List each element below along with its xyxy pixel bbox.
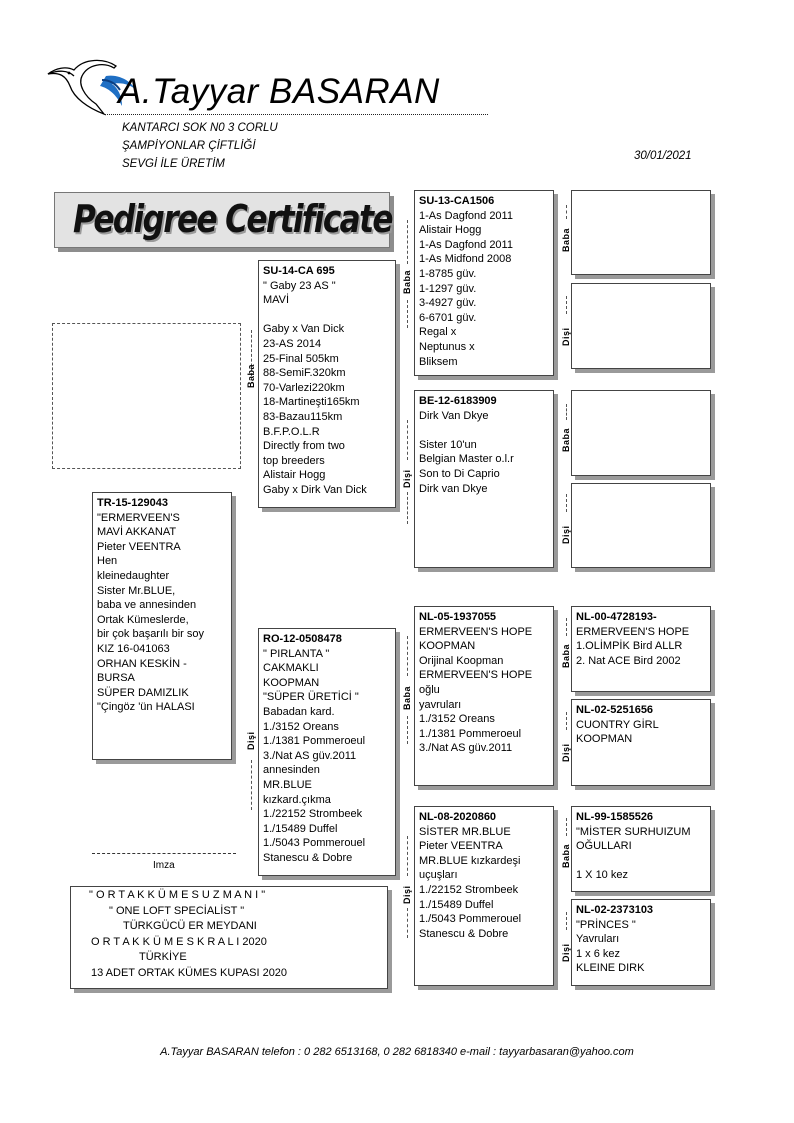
detail-line: 1./22152 Strombeek: [263, 808, 363, 821]
connector-line: [566, 912, 567, 930]
detail-line: 83-Bazau115km: [263, 410, 343, 423]
detail-line: ERMERVEEN'S HOPE: [419, 669, 533, 682]
detail-line: Yavruları: [576, 933, 620, 946]
detail-line: CAKMAKLI: [263, 662, 319, 675]
detail-line: 1-As Dagfond 2011: [419, 209, 513, 222]
detail-line: Belgian Master o.l.r: [419, 453, 514, 466]
detail-line: [576, 854, 706, 869]
dam-ring-id: RO-12-0508478: [263, 633, 342, 645]
detail-line: 6-6701 güv.: [419, 311, 477, 324]
detail-line: annesinden: [263, 764, 320, 777]
detail-line: 2. Nat ACE Bird 2002: [576, 654, 681, 667]
dam-sire-details: [419, 625, 549, 756]
detail-line: 18-Martineşti165km: [263, 396, 360, 409]
detail-line: Pieter VEENTRA: [97, 540, 181, 553]
detail-line: 3./Nat AS güv.2011: [419, 742, 513, 755]
detail-line: BURSA: [97, 672, 135, 685]
connector-line: [566, 494, 567, 512]
certificate-date: 30/01/2021: [634, 150, 692, 162]
detail-line: Regal x: [419, 326, 457, 339]
gen4-dd-dam-details: [576, 918, 706, 976]
sire-sire-details: [419, 209, 549, 370]
certificate-title: Pedigree Certificate: [73, 197, 392, 241]
detail-line: yavruları: [419, 698, 462, 711]
achievement-line: " ONE LOFT SPECİALİST ": [109, 904, 245, 917]
detail-line: "Çingöz 'ün HALASI: [97, 701, 195, 714]
detail-line: " Gaby 23 AS ": [263, 279, 336, 292]
detail-line: 1./1381 Pommeroeul: [419, 727, 522, 740]
detail-line: [263, 308, 391, 323]
sire-dam-details: [419, 409, 549, 497]
gen4-sd-dam-box: [571, 483, 711, 568]
detail-line: 1-As Midfond 2008: [419, 253, 512, 266]
connector-line: [566, 818, 567, 836]
detail-line: ORHAN KESKİN -: [97, 657, 187, 670]
sire-box: [258, 260, 396, 508]
detail-line: KOOPMAN: [576, 733, 633, 746]
detail-line: Pieter VEENTRA: [419, 840, 503, 853]
detail-line: 1./22152 Strombeek: [419, 883, 519, 896]
connector-line: [407, 492, 408, 524]
sire-ring-id: SU-14-CA 695: [263, 265, 335, 277]
detail-line: "ERMERVEEN'S: [97, 511, 180, 524]
label-dam: Dişi: [561, 943, 571, 962]
connector-line: [407, 220, 408, 264]
label-dam: Dişi: [561, 525, 571, 544]
detail-line: kızkard.çıkma: [263, 793, 331, 806]
gen4-ds-sire-id: NL-00-4728193-: [576, 611, 657, 623]
connector-line: [566, 618, 567, 636]
gen4-ds-dam-box: [571, 699, 711, 786]
dam-box: [258, 628, 396, 876]
achievements-box: [70, 886, 388, 989]
breeder-name: A.Tayyar BASARAN: [118, 72, 440, 111]
detail-line: 70-Varlezi220km: [263, 381, 345, 394]
detail-line: SİSTER MR.BLUE: [419, 825, 511, 838]
detail-line: KIZ 16-041063: [97, 642, 170, 655]
detail-line: Son to Di Caprio: [419, 467, 500, 480]
detail-line: Gaby x Van Dick: [263, 323, 345, 336]
detail-line: Sister Mr.BLUE,: [97, 584, 176, 597]
detail-line: Directly from two: [263, 440, 345, 453]
sire-dam-box: [414, 390, 554, 568]
dam-details: [263, 647, 391, 866]
detail-line: 1./5043 Pommerouel: [419, 913, 522, 926]
detail-line: MAVİ AKKANAT: [97, 526, 177, 539]
detail-line: ERMERVEEN'S HOPE: [576, 625, 690, 638]
sire-sire-ring-id: SU-13-CA1506: [419, 195, 495, 207]
detail-line: Alistair Hogg: [263, 469, 326, 482]
gen4-dd-sire-box: [571, 806, 711, 892]
dam-sire-ring-id: NL-05-1937055: [419, 611, 497, 623]
label-sire: Baba: [246, 363, 256, 388]
connector-line: [566, 205, 567, 219]
gen4-ds-dam-details: [576, 718, 706, 747]
gen4-dd-sire-details: [576, 825, 706, 883]
detail-line: Hen: [97, 555, 118, 568]
detail-line: baba ve annesinden: [97, 599, 197, 612]
detail-line: Neptunus x: [419, 340, 475, 353]
subject-details: [97, 511, 227, 715]
detail-line: Stanescu & Dobre: [419, 927, 509, 940]
photo-placeholder: [52, 323, 241, 469]
gen4-ds-sire-box: [571, 606, 711, 692]
gen4-dd-dam-id: NL-02-2373103: [576, 904, 654, 916]
detail-line: KOOPMAN: [263, 676, 320, 689]
connector-line: [566, 404, 567, 420]
achievement-line: TÜRKGÜCÜ ER MEYDANI: [123, 920, 257, 932]
detail-line: "SÜPER ÜRETİCİ ": [263, 691, 359, 704]
detail-line: uçuşları: [419, 869, 458, 882]
label-dam: Dişi: [561, 743, 571, 762]
detail-line: KOOPMAN: [419, 640, 476, 653]
header-underline: [104, 114, 488, 115]
detail-line: 88-SemiF.320km: [263, 367, 346, 380]
detail-line: 1-1297 güv.: [419, 282, 477, 295]
signature-label: Imza: [153, 860, 175, 871]
gen4-sd-sire-box: [571, 390, 711, 476]
detail-line: oğlu: [419, 683, 440, 696]
header-address: KANTARCI SOK N0 3 CORLU: [122, 122, 278, 134]
gen4-sd-sire-id: [576, 394, 706, 409]
detail-line: B.F.P.O.L.R: [263, 425, 320, 438]
gen4-ds-dam-id: NL-02-5251656: [576, 704, 654, 716]
detail-line: MR.BLUE kızkardeşi: [419, 854, 521, 867]
detail-line: 1./3152 Oreans: [263, 720, 339, 733]
detail-line: SÜPER DAMIZLIK: [97, 686, 189, 699]
detail-line: 1 x 6 kez: [576, 947, 621, 960]
detail-line: Orijinal Koopman: [419, 654, 504, 667]
detail-line: 1-8785 güv.: [419, 267, 477, 280]
achievement-line: O R T A K K Ü M E S K R A L I 2020: [91, 935, 267, 948]
detail-line: CUONTRY GİRL: [576, 718, 659, 731]
detail-line: 1./1381 Pommeroeul: [263, 735, 366, 748]
connector-line: [566, 296, 567, 314]
detail-line: Dirk Van Dkye: [419, 409, 489, 422]
connector-line: [407, 836, 408, 876]
footer-contact: A.Tayyar BASARAN telefon : 0 282 6513168, 0 282 6818340 e-mail : tayyarbasaran@yahoo.com: [160, 1046, 634, 1058]
label-sire: Baba: [561, 227, 571, 252]
detail-line: top breeders: [263, 454, 325, 467]
signature-line: [92, 853, 236, 854]
detail-line: " PIRLANTA ": [263, 647, 330, 660]
label-sire: Baba: [561, 843, 571, 868]
dam-dam-ring-id: NL-08-2020860: [419, 811, 497, 823]
detail-line: Ortak Kümeslerde,: [97, 613, 189, 626]
label-dam: Dişi: [402, 885, 412, 904]
label-sire: Baba: [561, 643, 571, 668]
label-sire: Baba: [561, 427, 571, 452]
gen4-ss-sire-id: [576, 194, 706, 209]
subject-ring-id: TR-15-129043: [97, 497, 168, 509]
achievement-line: TÜRKİYE: [139, 951, 187, 963]
detail-line: Bliksem: [419, 355, 458, 368]
sire-details: [263, 279, 391, 498]
detail-line: OĞULLARI: [576, 840, 632, 853]
connector-line: [566, 712, 567, 730]
label-sire: Baba: [402, 269, 412, 294]
gen4-dd-sire-id: NL-99-1585526: [576, 811, 654, 823]
label-dam: Dişi: [402, 469, 412, 488]
certificate-banner: [54, 192, 390, 248]
subject-box: [92, 492, 232, 760]
detail-line: bir çok başarılı bir soy: [97, 628, 204, 641]
detail-line: "MİSTER SURHUIZUM: [576, 825, 691, 838]
gen4-dd-dam-box: [571, 899, 711, 986]
sire-sire-box: [414, 190, 554, 376]
detail-line: Stanescu & Dobre: [263, 851, 353, 864]
connector-line: [407, 300, 408, 328]
detail-line: Babadan kard.: [263, 705, 335, 718]
detail-line: 23-AS 2014: [263, 337, 322, 350]
header-farm: ŞAMPİYONLAR ÇİFTLİĞİ: [122, 140, 256, 152]
gen4-sd-dam-id: [576, 487, 706, 502]
detail-line: Dirk van Dkye: [419, 482, 488, 495]
connector-line: [407, 716, 408, 744]
connector-line: [407, 636, 408, 676]
detail-line: MAVİ: [263, 294, 290, 307]
dam-sire-box: [414, 606, 554, 786]
detail-line: Sister 10'un: [419, 438, 477, 451]
detail-line: "PRİNCES ": [576, 918, 636, 931]
detail-line: 1./5043 Pommerouel: [263, 837, 366, 850]
gen4-ss-sire-box: [571, 190, 711, 275]
detail-line: Alistair Hogg: [419, 224, 482, 237]
detail-line: 1./15489 Duffel: [263, 822, 338, 835]
detail-line: [419, 423, 549, 438]
achievement-line: 13 ADET ORTAK KÜMES KUPASI 2020: [91, 966, 288, 979]
label-sire: Baba: [402, 685, 412, 710]
detail-line: 3-4927 güv.: [419, 297, 477, 310]
detail-line: 1./15489 Duffel: [419, 898, 494, 911]
detail-line: 25-Final 505km: [263, 352, 339, 365]
sire-dam-ring-id: BE-12-6183909: [419, 395, 497, 407]
detail-line: 3./Nat AS güv.2011: [263, 749, 357, 762]
connector-line: [407, 420, 408, 460]
detail-line: 1 X 10 kez: [576, 869, 628, 882]
header-slogan: SEVGİ İLE ÜRETİM: [122, 158, 225, 170]
gen4-ss-dam-id: [576, 287, 706, 302]
detail-line: 1.OLİMPİK Bird ALLR: [576, 640, 683, 653]
detail-line: ERMERVEEN'S HOPE: [419, 625, 533, 638]
detail-line: kleinedaughter: [97, 569, 170, 582]
gen4-ss-dam-box: [571, 283, 711, 369]
gen4-ds-sire-details: [576, 625, 706, 669]
detail-line: KLEINE DIRK: [576, 962, 645, 975]
detail-line: Gaby x Dirk Van Dick: [263, 483, 367, 496]
achievement-line: " O R T A K K Ü M E S U Z M A N I ": [89, 889, 266, 901]
connector-line: [251, 760, 252, 810]
detail-line: 1-As Dagfond 2011: [419, 238, 513, 251]
label-dam: Dişi: [246, 731, 256, 750]
label-dam: Dişi: [561, 327, 571, 346]
detail-line: 1./3152 Oreans: [419, 713, 495, 726]
detail-line: MR.BLUE: [263, 778, 312, 791]
